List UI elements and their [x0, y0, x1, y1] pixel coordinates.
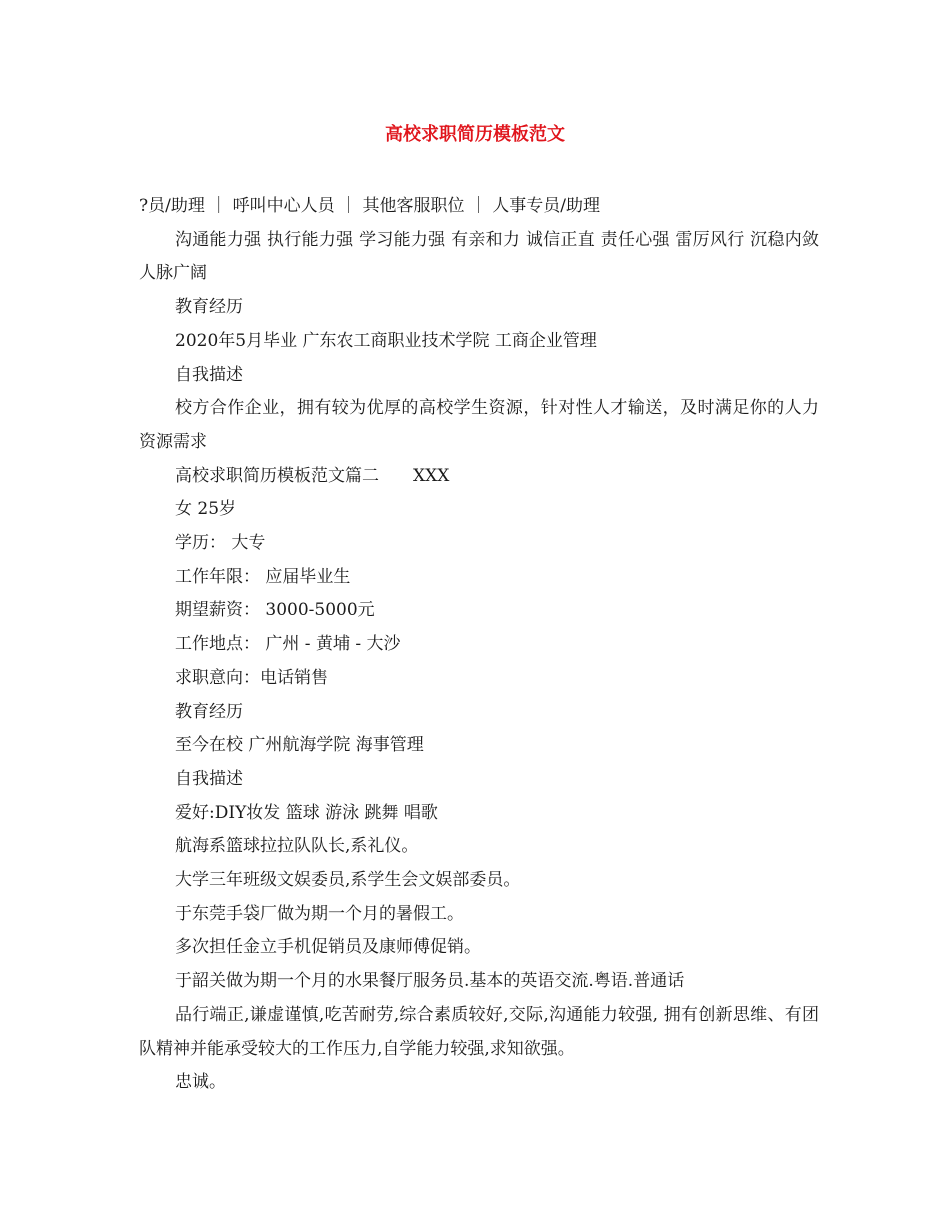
job-categories-line: ?员/助理 ｜ 呼叫中心人员 ｜ 其他客服职位 ｜ 人事专员/助理: [139, 196, 600, 216]
candidate-name: XXX: [413, 465, 450, 486]
self-description-text: 校方合作企业，拥有较为优厚的高校学生资源，针对性人才输送，及时满足你的人力资源需求: [139, 398, 819, 452]
work-location-line: 工作地点： 广州 - 黄埔 - 大沙: [175, 634, 401, 655]
gender-age-line: 女 25岁: [175, 499, 237, 520]
hobbies-line: 爱好:DIY妆发 篮球 游泳 跳舞 唱歌: [175, 802, 438, 823]
education-heading-two: 教育经历: [175, 701, 243, 722]
self-description-heading-two: 自我描述: [175, 768, 243, 789]
character-description: 品行端正,谦虚谨慎,吃苦耐劳,综合素质较好,交际,沟通能力较强, 拥有创新思维、有团队精神并能承受较大的工作压力,自学能力较强,求知欲强。: [139, 1004, 819, 1059]
experience-line-1: 航海系篮球拉拉队队长,系礼仪。: [175, 836, 419, 857]
section-two-header: [139, 460, 819, 494]
education-heading: 教育经历: [175, 297, 243, 318]
skills-line: 沟通能力强 执行能力强 学习能力强 有亲和力 诚信正直 责任心强 雷厉风行 沉稳内敛 人脉广阔: [139, 229, 819, 284]
document-title: 高校求职简历模板范文: [385, 124, 565, 145]
education-entry-two: 至今在校 广州航海学院 海事管理: [175, 735, 424, 756]
experience-line-2: 大学三年班级文娱委员,系学生会文娱部委员。: [175, 870, 521, 891]
section-two-title: 高校求职简历模板范文篇二: [175, 465, 379, 486]
expected-salary-line: 期望薪资： 3000-5000元: [175, 600, 375, 621]
experience-line-3: 于东莞手袋厂做为期一个月的暑假工。: [175, 903, 464, 924]
document-body: [139, 190, 819, 1100]
job-intention-line: 求职意向：电话销售: [175, 667, 328, 688]
self-description-heading: 自我描述: [175, 364, 243, 385]
education-entry: 2020年5月毕业 广东农工商职业技术学院 工商企业管理: [175, 330, 597, 351]
education-level-line: 学历： 大专: [175, 533, 266, 554]
closing-line: 忠诚。: [175, 1072, 226, 1093]
experience-line-4: 多次担任金立手机促销员及康师傅促销。: [175, 937, 481, 958]
experience-line-5: 于韶关做为期一个月的水果餐厅服务员.基本的英语交流.粤语.普通话: [175, 971, 685, 992]
work-years-line: 工作年限： 应届毕业生: [175, 566, 351, 587]
